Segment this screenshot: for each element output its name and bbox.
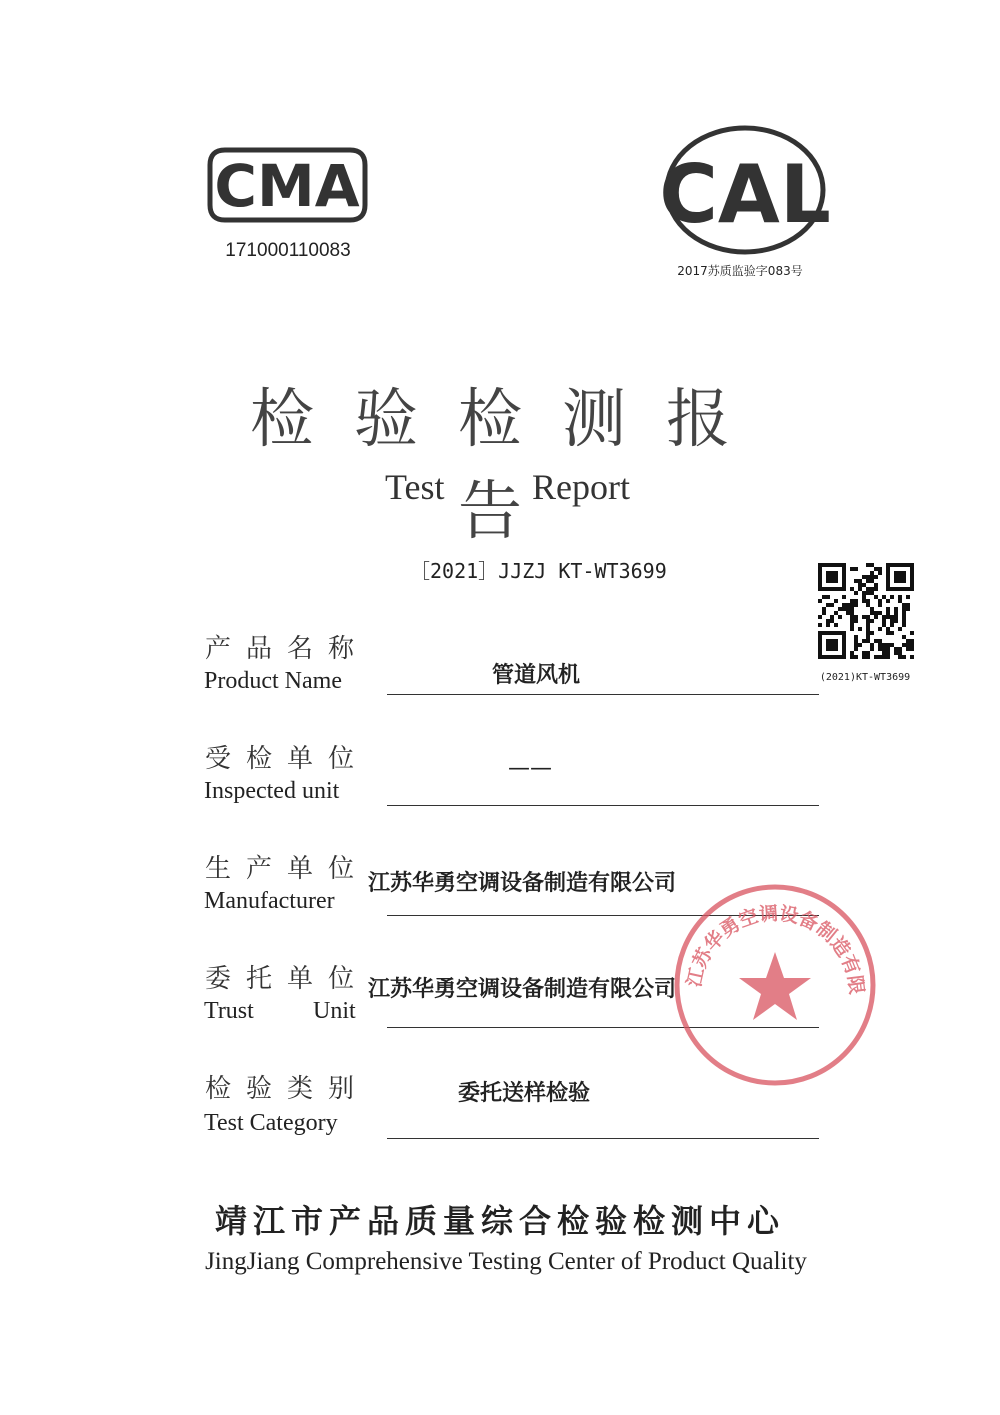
value-product-name: 管道风机 — [492, 663, 581, 688]
report-title-en-test: Test — [385, 467, 445, 507]
cma-logo — [205, 140, 370, 234]
label-inspected-unit-en: Inspected unit — [204, 778, 340, 804]
footer-org-en: JingJiang Comprehensive Testing Center of Product Quality — [205, 1248, 807, 1275]
footer-org-cn: 靖江市产品质量综合检验检测中心 — [214, 1202, 785, 1240]
label-product-name-cn: 产品名称 — [205, 634, 370, 664]
company-seal — [670, 880, 880, 1094]
report-title-en-report: Report — [532, 467, 630, 507]
underline-test-category — [387, 1138, 819, 1139]
label-trust-unit-cn: 委托单位 — [205, 964, 370, 994]
value-inspected-unit: —— — [508, 756, 552, 781]
svg-text:江苏华勇空调设备制造有限公司: 江苏华勇空调设备制造有限 — [683, 902, 868, 996]
cal-logo — [660, 120, 830, 264]
cma-number: 171000110083 — [225, 240, 351, 261]
qr-code — [818, 563, 914, 663]
label-test-category-en: Test Category — [204, 1110, 338, 1136]
label-product-name-en: Product Name — [204, 668, 342, 694]
watermark: ​ — [29, 717, 91, 753]
svg-text:CAL: CAL — [660, 148, 830, 241]
label-manufacturer-en: Manufacturer — [204, 888, 335, 914]
label-trust-unit-en-2: Unit — [313, 998, 356, 1024]
report-title-cn: 检验检测报告 — [250, 383, 770, 549]
qr-caption: (2021)KT-WT3699 — [819, 672, 911, 683]
report-number: ［2021］JJZJ KT-WT3699 — [410, 559, 667, 583]
label-manufacturer-cn: 生产单位 — [205, 854, 370, 884]
label-inspected-unit-cn: 受检单位 — [205, 744, 370, 774]
value-trust-unit: 江苏华勇空调设备制造有限公司 — [368, 977, 677, 1002]
underline-product-name — [387, 694, 819, 695]
svg-text:CMA: CMA — [214, 152, 360, 220]
underline-inspected-unit — [387, 805, 819, 806]
label-test-category-cn: 检验类别 — [205, 1074, 370, 1104]
cal-number: 2017苏质监验字083号 — [677, 264, 803, 278]
value-test-category: 委托送样检验 — [458, 1081, 591, 1106]
value-manufacturer: 江苏华勇空调设备制造有限公司 — [368, 871, 677, 896]
label-trust-unit-en-1: Trust — [204, 998, 254, 1024]
